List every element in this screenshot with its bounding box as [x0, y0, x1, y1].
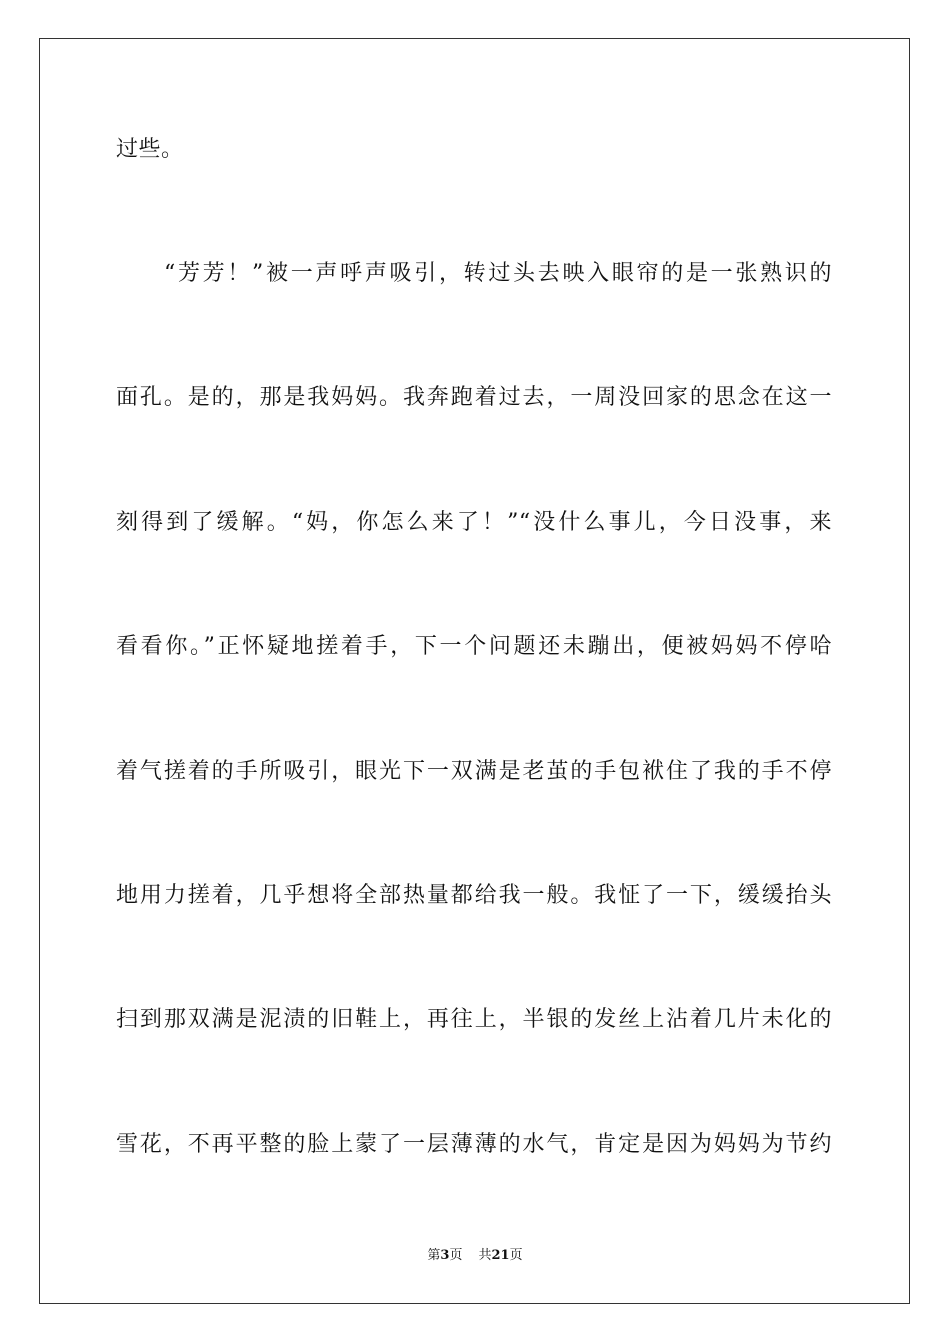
page-suffix: 页	[449, 1248, 463, 1263]
page-number: 3	[440, 1248, 450, 1263]
page-prefix: 第	[427, 1248, 441, 1263]
total-pages: 21	[491, 1248, 510, 1263]
total-prefix: 共	[478, 1248, 492, 1263]
text-line-1: 过些。	[116, 137, 184, 162]
page-footer	[0, 1246, 950, 1266]
text-line-9: 雪花，不再平整的脸上蒙了一层薄薄的水气，肯定是因为妈妈为节约	[116, 1132, 832, 1157]
text-line-2: “芳芳！”被一声呼声吸引，转过头去映入眼帘的是一张熟识的	[164, 261, 832, 286]
text-line-6: 着气搓着的手所吸引，眼光下一双满是老茧的手包袱住了我的手不停	[116, 759, 832, 784]
text-line-8: 扫到那双满是泥渍的旧鞋上，再往上，半银的发丝上沾着几片未化的	[116, 1007, 832, 1032]
page-border	[39, 38, 910, 1304]
text-line-3: 面孔。是的，那是我妈妈。我奔跑着过去，一周没回家的思念在这一	[116, 385, 832, 410]
text-line-7: 地用力搓着，几乎想将全部热量都给我一般。我怔了一下，缓缓抬头	[116, 883, 832, 908]
total-suffix: 页	[509, 1248, 523, 1263]
text-line-4: 刻得到了缓解。“妈，你怎么来了！”“没什么事儿，今日没事，来	[116, 510, 832, 535]
text-line-5: 看看你。”正怀疑地搓着手，下一个问题还未蹦出，便被妈妈不停哈	[116, 634, 832, 659]
